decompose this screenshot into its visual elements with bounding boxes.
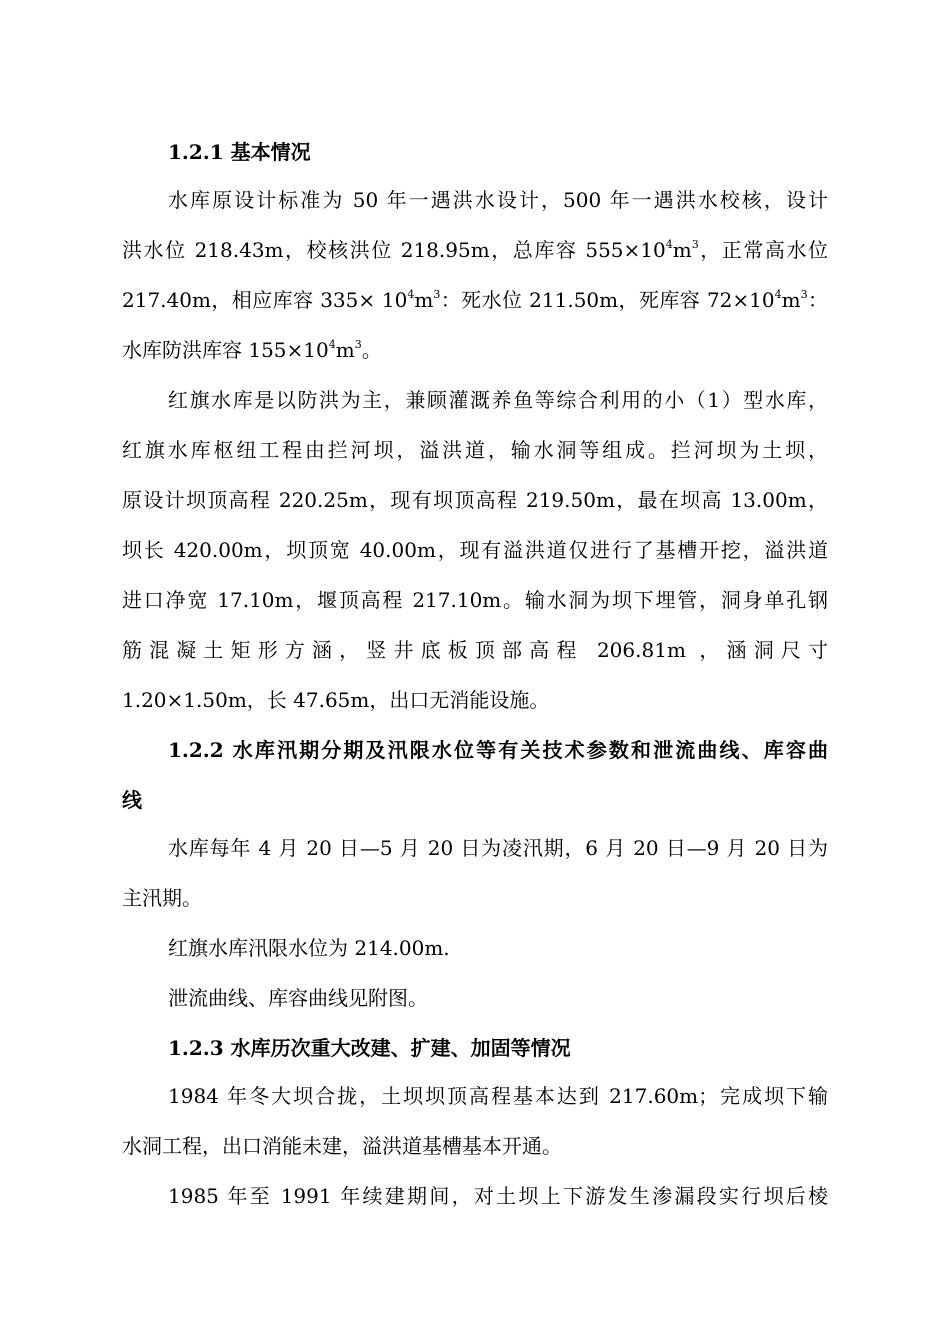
paragraph-line: 水库原设计标准为 50 年一遇洪水设计，500 年一遇洪水校核，设计 [168, 188, 828, 212]
paragraph-line: 水库每年 4 月 20 日—5 月 20 日为凌汛期，6 月 20 日—9 月 20 日为 [168, 836, 828, 860]
paragraph-line: 红旗水库汛限水位为 214.00m. [168, 936, 450, 960]
paragraph-line: 217.40m，相应库容 $335\times 10^4m^3$：死水位 211.50m，死库容 $72\times 10^4m^3$： [122, 288, 828, 312]
paragraph-line: 泄流曲线、库容曲线见附图。 [168, 986, 428, 1010]
paragraph-line: 洪水位 218.43m，校核洪位 218.95m，总库容 $555\times 10^4m^3$，正常高水位 [122, 238, 829, 262]
section-heading-continued: 线 [122, 788, 142, 812]
section-heading-1-2-2: 1.2.2 水库汛期分期及汛限水位等有关技术参数和泄流曲线、库容曲 [168, 738, 828, 762]
section-heading-1-2-3: 1.2.3 水库历次重大改建、扩建、加固等情况 [168, 1036, 571, 1060]
paragraph-line: 水库防洪库容 $155\times 10^4m^3$。 [122, 338, 382, 362]
paragraph-line: 原设计坝顶高程 220.25m，现有坝顶高程 219.50m，最在坝高 13.00m， [122, 488, 828, 512]
paragraph-line: 1985 年至 1991 年续建期间，对土坝上下游发生渗漏段实行坝后棱 [168, 1184, 828, 1208]
paragraph-line: 红旗水库枢纽工程由拦河坝，溢洪道，输水洞等组成。拦河坝为土坝， [122, 438, 828, 462]
paragraph-line: 筋混凝土矩形方涵，竖井底板顶部高程 206.81m ，涵洞尺寸 [122, 638, 828, 662]
paragraph-line: 1984 年冬大坝合拢，土坝坝顶高程基本达到 217.60m；完成坝下输 [168, 1084, 828, 1108]
paragraph-line: 主汛期。 [122, 886, 202, 910]
paragraph-line: 水洞工程，出口消能未建，溢洪道基槽基本开通。 [122, 1134, 562, 1158]
section-heading-1-2-1: 1.2.1 基本情况 [168, 140, 311, 164]
paragraph-line: 坝长 420.00m，坝顶宽 40.00m，现有溢洪道仅进行了基槽开挖，溢洪道 [122, 538, 828, 562]
paragraph-line: 红旗水库是以防洪为主，兼顾灌溉养鱼等综合利用的小（1）型水库， [168, 388, 828, 412]
paragraph-line: 进口净宽 17.10m，堰顶高程 217.10m。输水洞为坝下埋管，洞身单孔钢 [122, 588, 828, 612]
paragraph-line: 1.20×1.50m，长 47.65m，出口无消能设施。 [122, 688, 550, 712]
